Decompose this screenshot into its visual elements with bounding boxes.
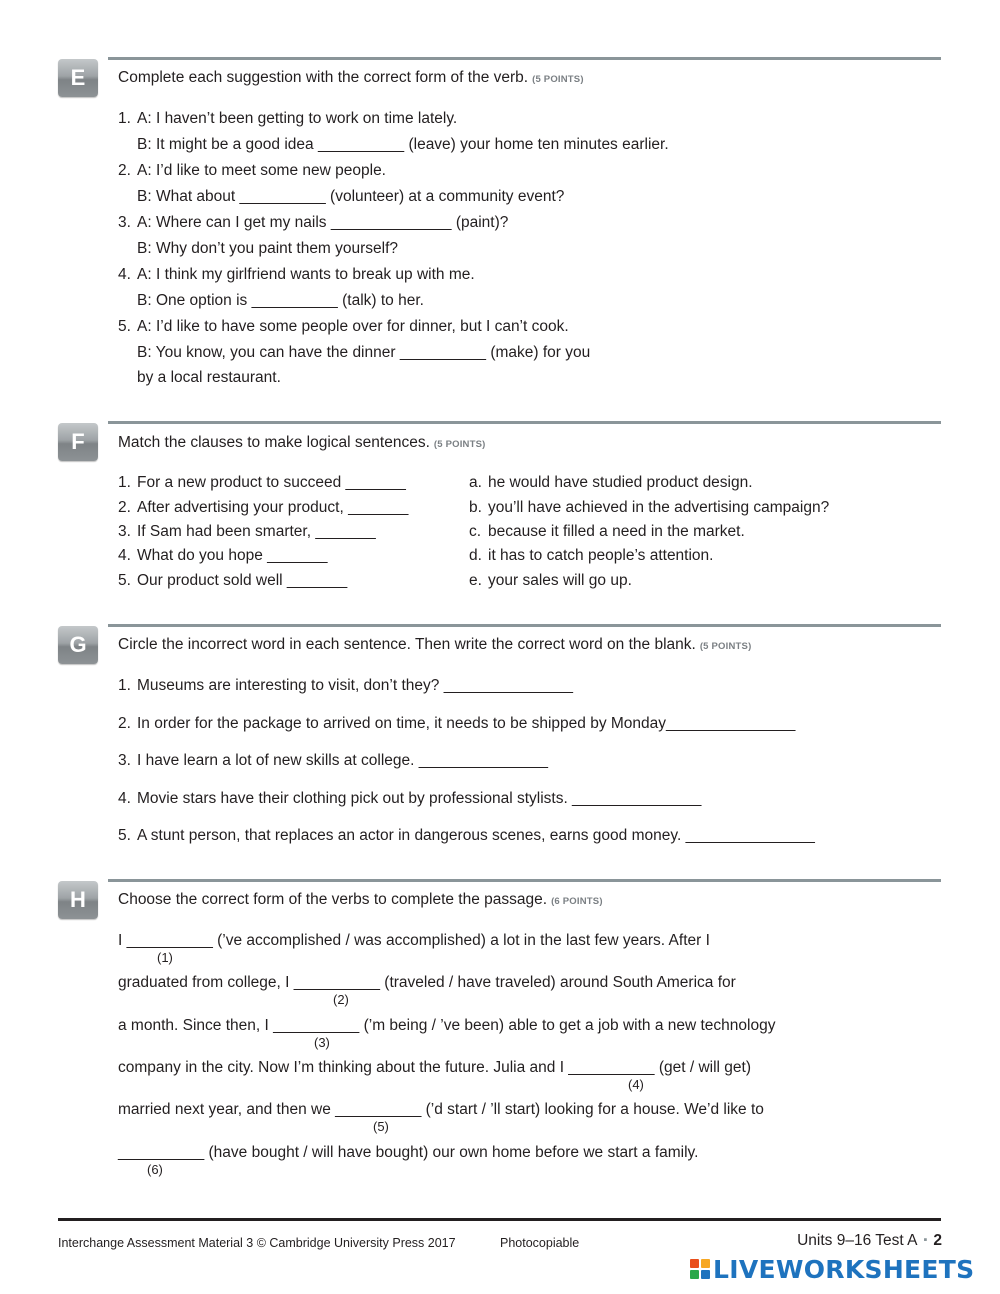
footer-test-name: Units 9–16 Test A (797, 1232, 918, 1249)
g-item-text: Movie stars have their clothing pick out by professional stylists. _______________ (137, 790, 702, 807)
f-left-text: After advertising your product, _______ (137, 499, 409, 516)
footer-separator: ▪ (923, 1234, 928, 1246)
f-left-item-3 (118, 523, 376, 541)
e-line-1 (118, 110, 457, 128)
f-right-text: he would have studied product design. (488, 474, 753, 491)
h-passage-line-6: __________ (have bought / will have bought) our own home before we start a family. (118, 1144, 699, 1161)
section-e-badge: E (58, 59, 98, 97)
f-right-letter: c. (469, 523, 482, 540)
g-item-4 (118, 790, 701, 808)
section-g-rule (108, 624, 941, 627)
e-line-2 (137, 136, 669, 154)
e-line-6 (137, 240, 398, 258)
f-right-letter: d. (469, 547, 482, 564)
section-f-points: (5 POINTS) (433, 439, 486, 450)
f-left-number: 1. (118, 474, 131, 491)
h-blank-label-2: (2) (333, 992, 349, 1007)
logo-block (701, 1259, 710, 1268)
g-item-number: 2. (118, 715, 131, 732)
g-item-3 (118, 752, 548, 770)
footer-photocopiable: Photocopiable (500, 1236, 580, 1250)
e-item-number: 2. (118, 162, 131, 179)
f-right-text: it has to catch people’s attention. (488, 547, 714, 564)
f-right-text: because it filled a need in the market. (488, 523, 745, 540)
liveworksheets-blocks-icon (690, 1259, 710, 1279)
f-right-letter: e. (469, 572, 482, 589)
f-left-item-1 (118, 474, 406, 492)
f-right-item-d (469, 547, 713, 565)
f-left-item-2 (118, 499, 408, 517)
g-item-text: A stunt person, that replaces an actor in dangerous scenes, earns good money. _______________ (137, 827, 815, 844)
e-line-text: A: I’d like to meet some new people. (137, 162, 386, 179)
g-item-1 (118, 677, 573, 695)
logo-block (690, 1259, 699, 1268)
f-right-item-c (469, 523, 745, 541)
section-h-instruction-line (118, 891, 603, 909)
e-line-text: B: It might be a good idea __________ (leave) your home ten minutes earlier. (137, 136, 669, 153)
h-passage-line-2: graduated from college, I __________ (traveled / have traveled) around South America for (118, 974, 736, 991)
f-right-item-b (469, 499, 829, 517)
f-left-number: 3. (118, 523, 131, 540)
e-line-text: A: I’d like to have some people over for dinner, but I can’t cook. (137, 318, 569, 335)
e-line-4 (137, 188, 564, 206)
e-line-8 (137, 292, 424, 310)
f-left-text: What do you hope _______ (137, 547, 328, 564)
e-line-text: B: Why don’t you paint them yourself? (137, 240, 399, 257)
h-blank-label-5: (5) (373, 1119, 389, 1134)
footer-rule (58, 1218, 941, 1221)
f-left-item-5 (118, 572, 347, 590)
section-g-instruction: Circle the incorrect word in each sentence. Then write the correct word on the blank. (118, 636, 696, 653)
section-e-instruction: Complete each suggestion with the correct form of the verb. (118, 69, 529, 86)
f-right-item-a (469, 474, 753, 492)
e-item-number: 3. (118, 214, 131, 231)
section-h-instruction: Choose the correct form of the verbs to complete the passage. (118, 891, 548, 908)
e-line-text: by a local restaurant. (137, 369, 281, 386)
logo-block (701, 1270, 710, 1279)
f-left-text: For a new product to succeed _______ (137, 474, 406, 491)
f-left-number: 5. (118, 572, 131, 589)
f-right-text: your sales will go up. (488, 572, 632, 589)
liveworksheets-logo[interactable] (690, 1253, 974, 1285)
f-right-letter: a. (469, 474, 482, 491)
g-item-text: I have learn a lot of new skills at college. _______________ (137, 752, 549, 769)
h-blank-label-3: (3) (314, 1035, 330, 1050)
liveworksheets-logo-text: LIVEWORKSHEETS (713, 1254, 975, 1284)
g-item-number: 1. (118, 677, 131, 694)
g-item-number: 5. (118, 827, 131, 844)
section-e-rule (108, 57, 941, 60)
e-line-text: A: Where can I get my nails ______________ (paint)? (137, 214, 509, 231)
page-number: 2 (933, 1232, 942, 1249)
e-item-number: 5. (118, 318, 131, 335)
section-h-points: (6 POINTS) (551, 896, 603, 907)
f-left-text: Our product sold well _______ (137, 572, 348, 589)
e-line-text: A: I think my girlfriend wants to break up with me. (137, 266, 475, 283)
section-h-badge: H (58, 881, 98, 919)
g-item-text: Museums are interesting to visit, don’t they? _______________ (137, 677, 574, 694)
e-line-text: A: I haven’t been getting to work on time lately. (137, 110, 458, 127)
f-left-item-4 (118, 547, 327, 565)
h-blank-label-6: (6) (147, 1162, 163, 1177)
e-line-text: B: You know, you can have the dinner __________ (make) for you (137, 344, 591, 361)
g-item-number: 4. (118, 790, 131, 807)
f-left-number: 2. (118, 499, 131, 516)
f-right-text: you’ll have achieved in the advertising campaign? (488, 499, 830, 516)
e-item-number: 1. (118, 110, 131, 127)
e-line-11 (137, 369, 281, 387)
h-passage-line-4: company in the city. Now I’m thinking about the future. Julia and I __________ (get / will get) (118, 1059, 751, 1076)
h-passage-line-3: a month. Since then, I __________ (’m being / ’ve been) able to get a job with a new technology (118, 1017, 776, 1034)
g-item-text: In order for the package to arrived on time, it needs to be shipped by Monday_______________ (137, 715, 796, 732)
section-f-rule (108, 421, 941, 424)
f-left-number: 4. (118, 547, 131, 564)
h-blank-label-4: (4) (628, 1077, 644, 1092)
section-f-instruction: Match the clauses to make logical sentences. (118, 434, 430, 451)
section-g-instruction-line (118, 636, 751, 654)
section-f-badge: F (58, 423, 98, 461)
g-item-5 (118, 827, 815, 845)
h-blank-label-1: (1) (157, 950, 173, 965)
logo-block (690, 1270, 699, 1279)
e-line-text: B: One option is __________ (talk) to her. (137, 292, 424, 309)
section-h-rule (108, 879, 941, 882)
e-line-9 (118, 318, 569, 336)
h-passage-line-1: I __________ (’ve accomplished / was accomplished) a lot in the last few years. After I (118, 932, 710, 949)
e-line-7 (118, 266, 475, 284)
f-right-letter: b. (469, 499, 482, 516)
footer-test-info (797, 1232, 942, 1250)
g-item-number: 3. (118, 752, 131, 769)
section-g-points: (5 POINTS) (699, 641, 752, 652)
f-right-item-e (469, 572, 632, 590)
e-line-3 (118, 162, 386, 180)
section-f-instruction-line (118, 434, 486, 452)
f-left-text: If Sam had been smarter, _______ (137, 523, 376, 540)
footer-copyright: Interchange Assessment Material 3 © Cambridge University Press 2017 (58, 1236, 456, 1250)
section-e-instruction-line (118, 69, 584, 87)
e-line-5 (118, 214, 508, 232)
e-line-10 (137, 344, 590, 362)
section-g-badge: G (58, 626, 98, 664)
h-passage-line-5: married next year, and then we __________ (’d start / ’ll start) looking for a house. We’d like to (118, 1101, 764, 1118)
e-item-number: 4. (118, 266, 131, 283)
g-item-2 (118, 715, 795, 733)
section-e-points: (5 POINTS) (532, 74, 584, 85)
e-line-text: B: What about __________ (volunteer) at a community event? (137, 188, 565, 205)
